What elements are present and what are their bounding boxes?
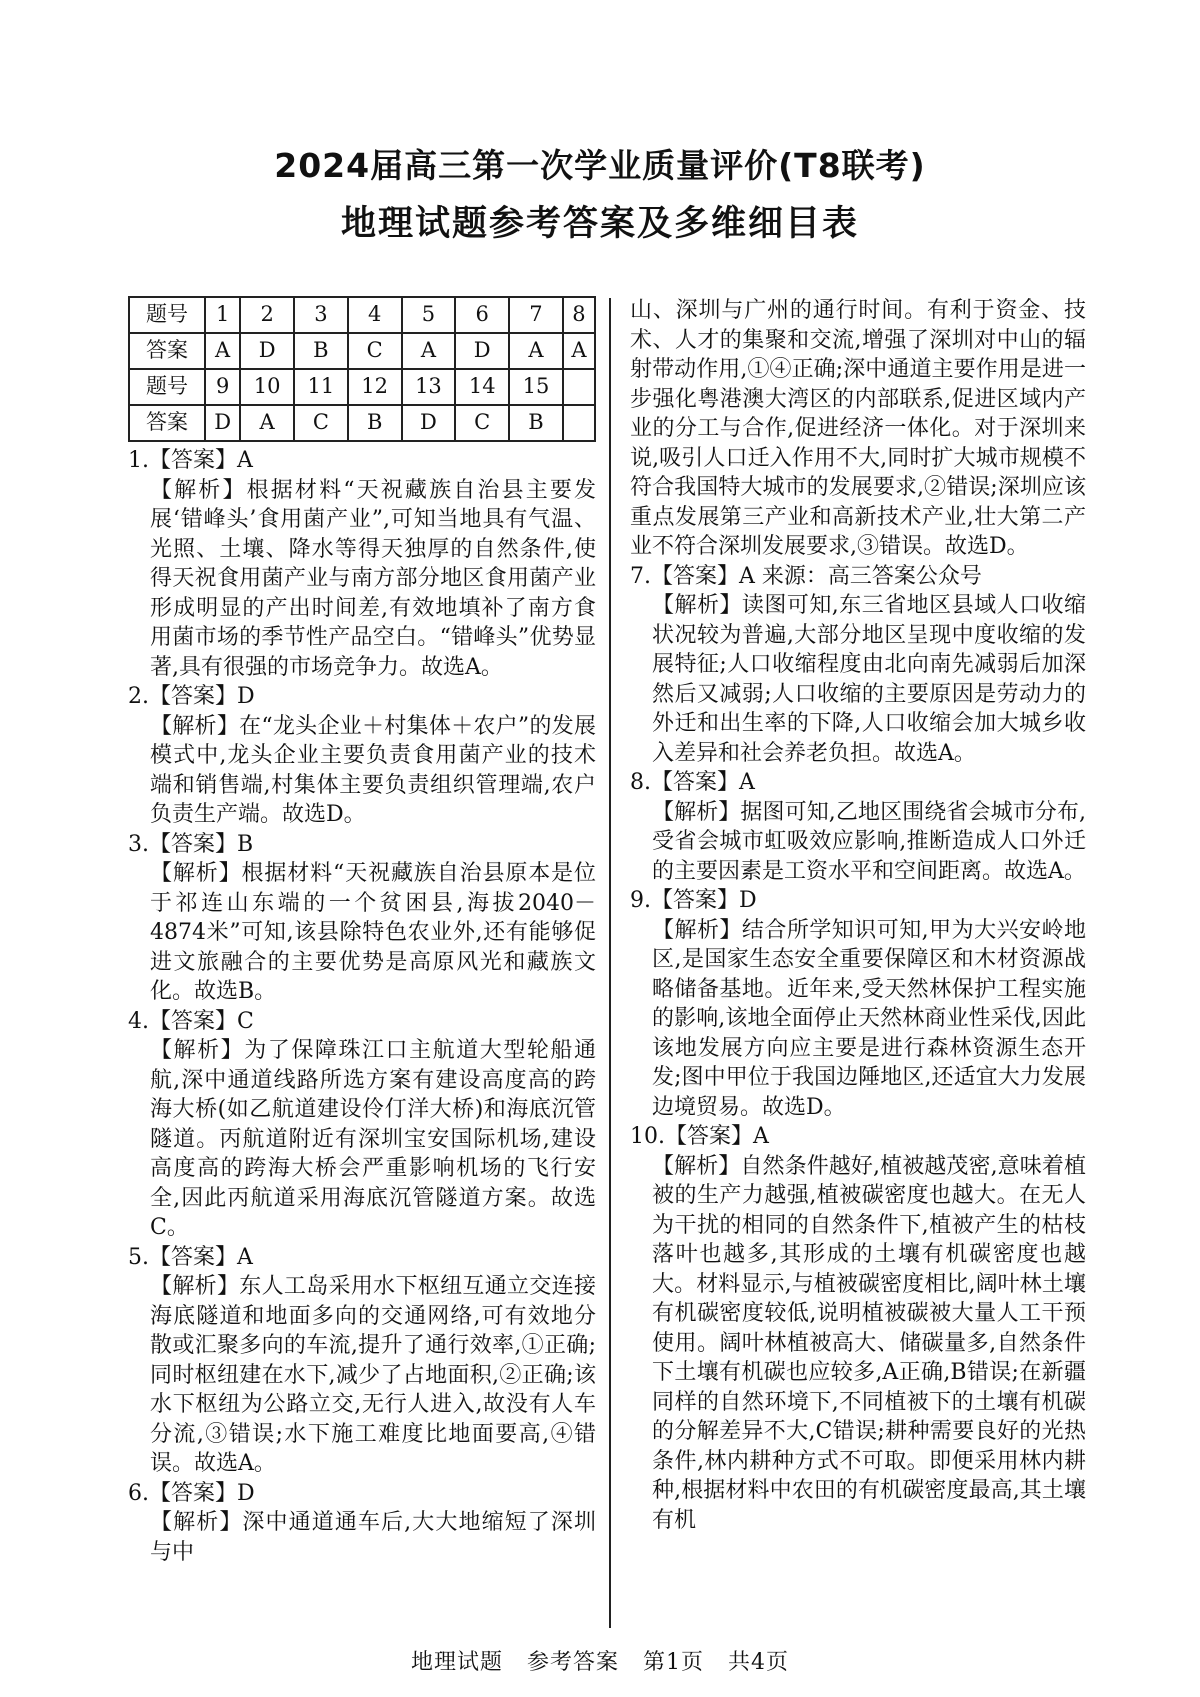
answer-item <box>128 1479 596 1568</box>
answer-item-explanation: 【解析】为了保障珠江口主航道大型轮船通航,深中通道线路所选方案有建设高度高的跨海大桥(如乙航道建设伶仃洋大桥)和海底沉管隧道。丙航道附近有深圳宝安国际机场,建设高度高的跨海大桥会严重影响机场的飞行安全,因此丙航道采用海底沉管隧道方案。故选C。 <box>150 1038 596 1240</box>
answer-table-row <box>129 405 595 441</box>
answer-item-explanation: 【解析】结合所学知识可知,甲为大兴安岭地区,是国家生态安全重要保障区和木材资源战略储备基地。近年来,受天然林保护工程实施的影响,该地全面停止天然林商业性采伐,因此该地发展方向应主要是进行森林资源生态开发;图中甲位于我国边陲地区,还适宜大力发展边境贸易。故选D。 <box>652 917 1086 1120</box>
answer-table-cell: D <box>205 405 240 441</box>
answer-item-key: 6.【答案】D <box>128 1480 255 1506</box>
answer-table-cell: C <box>455 405 509 441</box>
answer-table-cell: B <box>294 333 348 369</box>
answer-item-explanation: 【解析】据图可知,乙地区围绕省会城市分布,受省会城市虹吸效应影响,推断造成人口外迁的主要因素是工资水平和空间距离。故选A。 <box>652 799 1086 884</box>
answer-item <box>630 562 1086 769</box>
answer-table-cell: 12 <box>348 369 402 405</box>
left-column <box>128 296 596 1567</box>
answer-item-key: 5.【答案】A <box>128 1244 253 1270</box>
answer-item <box>128 682 596 830</box>
answer-table-cell: 14 <box>455 369 509 405</box>
answer-table-row-header: 答案 <box>129 405 205 441</box>
answer-table-cell: A <box>240 405 294 441</box>
answer-item-key: 1.【答案】A <box>128 448 253 473</box>
answer-item-key: 10.【答案】A <box>630 1124 769 1149</box>
answer-item <box>128 446 596 682</box>
answer-table-row-header: 答案 <box>129 333 205 369</box>
answer-item <box>128 830 596 1007</box>
column-divider <box>609 298 611 1628</box>
answer-table-cell: D <box>402 405 456 441</box>
answer-table-cell: 4 <box>348 297 402 333</box>
answer-table-cell: A <box>205 333 240 369</box>
answer-table-row <box>129 369 595 405</box>
answer-item-explanation: 【解析】读图可知,东三省地区县域人口收缩状况较为普遍,大部分地区呈现中度收缩的发展特征;人口收缩程度由北向南先减弱后加深然后又减弱;人口收缩的主要原因是劳动力的外迁和出生率的下降,人口收缩会加大城乡收入差异和社会养老负担。故选A。 <box>652 593 1086 766</box>
answer-table-cell: A <box>509 333 563 369</box>
answer-item-explanation: 【解析】在“龙头企业＋村集体＋农户”的发展模式中,龙头企业主要负责食用菌产业的技术端和销售端,村集体主要负责组织管理端,农户负责生产端。故选D。 <box>150 713 596 827</box>
answer-table-cell: A <box>402 333 456 369</box>
answer-item-explanation: 【解析】根据材料“天祝藏族自治县主要发展‘错峰头’食用菌产业”,可知当地具有气温、光照、土壤、降水等得天独厚的自然条件,使得天祝食用菌产业与南方部分地区食用菌产业形成明显的产出时间差,有效地填补了南方食用菌市场的季节性产品空白。“错峰头”优势显著,具有很强的市场竞争力。故选A。 <box>150 477 596 680</box>
answer-table <box>128 296 596 442</box>
answer-item <box>630 886 1086 1122</box>
answer-table-cell <box>563 369 595 405</box>
answer-table-cell: B <box>348 405 402 441</box>
answer-table-cell: 6 <box>455 297 509 333</box>
answer-table-row-header: 题号 <box>129 369 205 405</box>
answer-table-cell: 11 <box>294 369 348 405</box>
answer-item <box>128 1243 596 1479</box>
answer-table-row-header: 题号 <box>129 297 205 333</box>
answer-table-row <box>129 333 595 369</box>
footer-subject: 地理试题 <box>410 1650 503 1675</box>
answer-item <box>630 768 1086 886</box>
answer-item <box>630 1122 1086 1535</box>
answer-item-explanation: 【解析】根据材料“天祝藏族自治县原本是位于祁连山东端的一个贫困县,海拔2040－4874米”可知,该县除特色农业外,还有能够促进文旅融合的主要优势是高原风光和藏族文化。故选B。 <box>150 861 596 1004</box>
answer-item-key: 2.【答案】D <box>128 684 255 709</box>
answer-table-cell: 3 <box>294 297 348 333</box>
answer-table-cell: 8 <box>563 297 595 333</box>
document-subtitle: 地理试题参考答案及多维细目表 <box>340 204 859 244</box>
answer-table-cell: C <box>294 405 348 441</box>
footer-total-pages: 共4页 <box>728 1650 790 1675</box>
answer-item-explanation: 【解析】东人工岛采用水下枢纽互通立交连接海底隧道和地面多向的交通网络,可有效地分散或汇聚多向的车流,提升了通行效率,①正确;同时枢纽建在水下,减少了占地面积,②正确;该水下枢纽为公路立交,无行人进入,故没有人车分流,③错误;水下施工难度比地面要高,④错误。故选A。 <box>150 1274 596 1476</box>
footer-doc: 参考答案 <box>527 1650 620 1675</box>
answer-item-key: 7.【答案】A 来源：高三答案公众号 <box>630 563 982 589</box>
answer-item-explanation: 【解析】深中通道通车后,大大地缩短了深圳与中 <box>150 1510 596 1565</box>
answer-item-key: 4.【答案】C <box>128 1008 254 1034</box>
answer-item-key: 3.【答案】B <box>128 831 254 857</box>
answer-item <box>128 1007 596 1243</box>
answer-table-cell: 15 <box>509 369 563 405</box>
answer-table-cell: D <box>455 333 509 369</box>
answer-table-cell: 5 <box>402 297 456 333</box>
page-footer <box>0 1645 1200 1676</box>
document-title: 2024届高三第一次学业质量评价(T8联考) <box>274 146 926 185</box>
right-column <box>630 296 1086 1535</box>
footer-page-number: 第1页 <box>643 1650 705 1675</box>
answer-item-explanation: 山、深圳与广州的通行时间。有利于资金、技术、人才的集聚和交流,增强了深圳对中山的辐射带动作用,①④正确;深中通道主要作用是进一步强化粤港澳大湾区的内部联系,促进区域内产业的分工与合作,促进经济一体化。对于深圳来说,吸引人口迁入作用不大,同时扩大城市规模不符合我国特大城市的发展要求,②错误;深圳应该重点发展第三产业和高新技术产业,壮大第二产业不符合深圳发展要求,③错误。故选D。 <box>630 298 1086 559</box>
answer-table-row <box>129 297 595 333</box>
answer-item-explanation: 【解析】自然条件越好,植被越茂密,意味着植被的生产力越强,植被碳密度也越大。在无人为干扰的相同的自然条件下,植被产生的枯枝落叶也越多,其形成的土壤有机碳密度也越大。材料显示,与植被碳密度相比,阔叶林土壤有机碳密度较低,说明植被碳被大量人工干预使用。阔叶林植被高大、储碳量多,自然条件下土壤有机碳也应较多,A正确,B错误;在新疆同样的自然环境下,不同植被下的土壤有机碳的分解差异不大,C错误;耕种需要良好的光热条件,林内耕种方式不可取。即便采用林内耕种,根据材料中农田的有机碳密度最高,其土壤有机 <box>652 1153 1086 1533</box>
answer-table-cell <box>563 405 595 441</box>
right-answer-list <box>630 296 1086 1535</box>
answer-table-cell: A <box>563 333 595 369</box>
left-answer-list <box>128 446 596 1567</box>
answer-table-cell: 1 <box>205 297 240 333</box>
answer-table-cell: 13 <box>402 369 456 405</box>
answer-item <box>630 296 1086 562</box>
answer-table-cell: C <box>348 333 402 369</box>
answer-item-key: 8.【答案】A <box>630 770 755 795</box>
answer-table-cell: D <box>240 333 294 369</box>
answer-table-cell: 9 <box>205 369 240 405</box>
answer-table-cell: 2 <box>240 297 294 333</box>
answer-table-cell: B <box>509 405 563 441</box>
answer-table-cell: 7 <box>509 297 563 333</box>
answer-table-cell: 10 <box>240 369 294 405</box>
answer-item-key: 9.【答案】D <box>630 888 757 913</box>
